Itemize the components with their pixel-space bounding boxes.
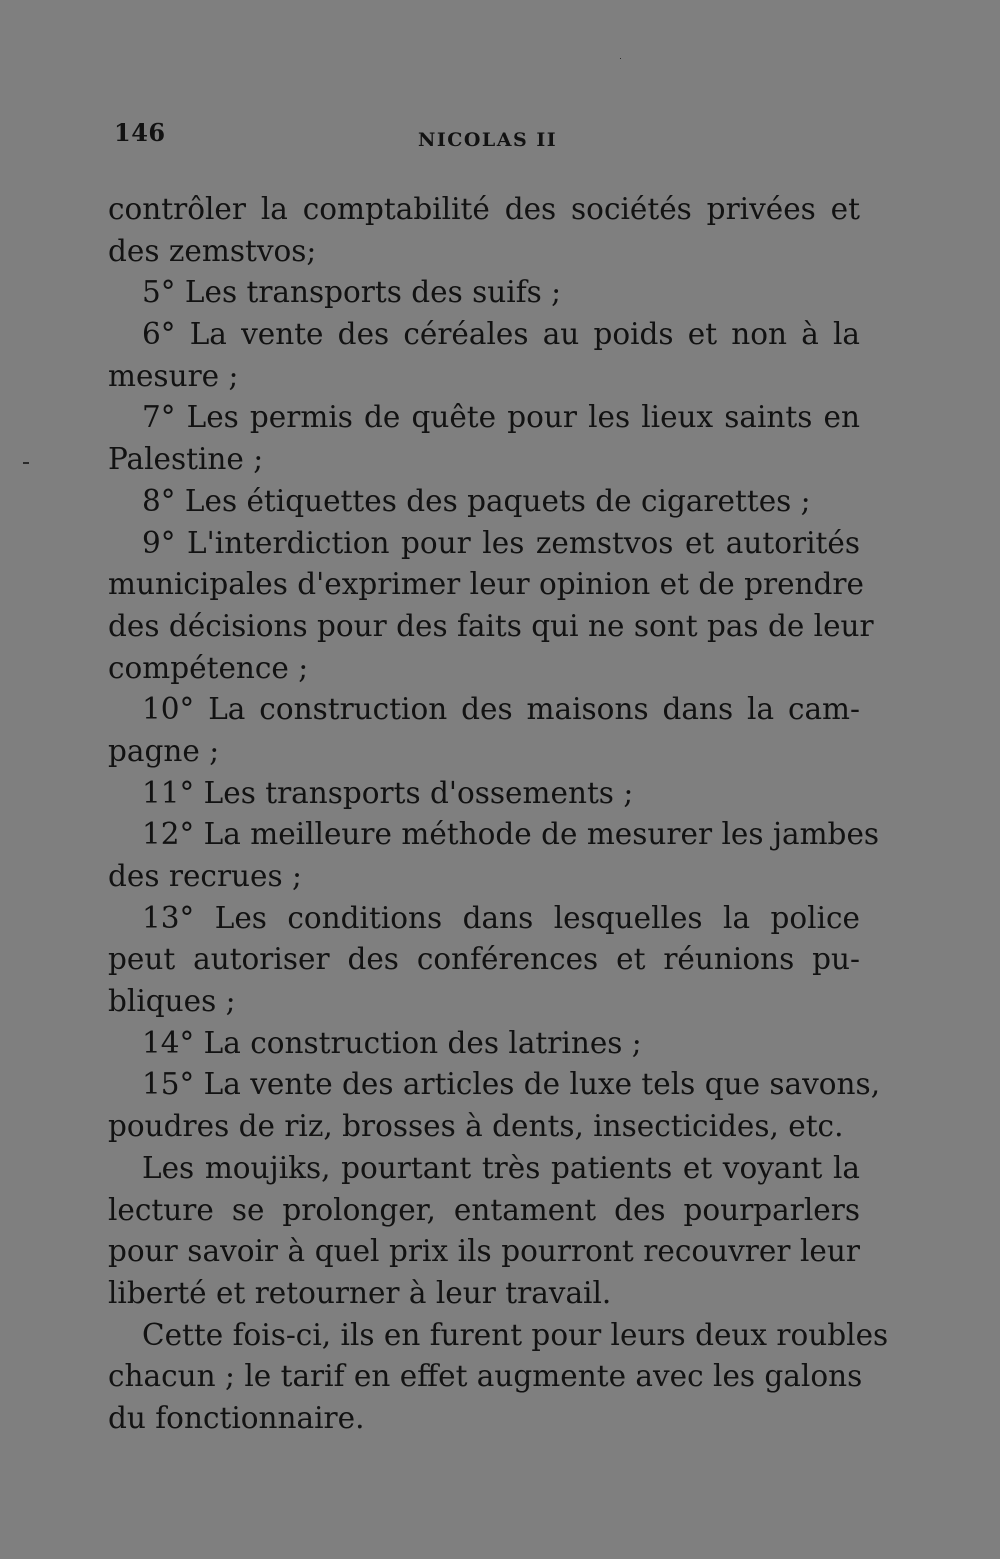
text-line: 12° La meilleure méthode de mesurer les jambes (142, 817, 880, 852)
body-text (108, 189, 889, 1440)
text-line: 13° Les conditions dans lesquelles la police (142, 900, 860, 935)
text-line: chacun ; le tarif en effet augmente avec les galons (108, 1359, 863, 1394)
text-line: 8° Les étiquettes des paquets de cigarettes ; (142, 483, 811, 518)
text-line: Palestine ; (108, 442, 264, 477)
text-line: des zemstvos; (108, 233, 317, 268)
text-line: 9° L'interdiction pour les zemstvos et autorités (142, 525, 860, 560)
text-line: contrôler la comptabilité des sociétés privées et (108, 192, 860, 226)
text-line: peut autoriser des conférences et réunions pu- (108, 942, 860, 977)
text-line: liberté et retourner à leur travail. (108, 1275, 612, 1310)
text-line: Les moujiks, pourtant très patients et voyant la (142, 1150, 860, 1185)
text-line: poudres de riz, brosses à dents, insecticides, etc. (108, 1109, 844, 1144)
text-line: 15° La vente des articles de luxe tels que savons, (142, 1067, 881, 1102)
text-line: 14° La construction des latrines ; (142, 1025, 642, 1060)
text-line: des décisions pour des faits qui ne sont pas de leur (108, 608, 874, 643)
page-number: 146 (114, 118, 166, 147)
text-line: pour savoir à quel prix ils pourront recouvrer leur (108, 1234, 860, 1269)
text-line: 6° La vente des céréales au poids et non à la (142, 317, 860, 352)
margin-mark (23, 462, 29, 464)
text-line: compétence ; (108, 650, 309, 685)
text-line: pagne ; (108, 733, 220, 768)
text-line: bliques ; (108, 984, 236, 1019)
text-line: mesure ; (108, 358, 239, 393)
text-line: 10° La construction des maisons dans la cam- (142, 692, 860, 727)
text-line: des recrues ; (108, 859, 302, 893)
running-title: NICOLAS II (418, 129, 558, 151)
text-line: 11° Les transports d'ossements ; (142, 775, 634, 810)
text-line: Cette fois-ci, ils en furent pour leurs deux roubles (142, 1317, 889, 1352)
text-line: municipales d'exprimer leur opinion et de prendre (108, 567, 864, 602)
text-line: 5° Les transports des suifs ; (142, 275, 562, 310)
text-line: 7° Les permis de quête pour les lieux saints en (142, 400, 860, 435)
text-line: lecture se prolonger, entament des pourparlers (108, 1192, 860, 1227)
scan-speck (620, 58, 621, 59)
text-line: du fonctionnaire. (108, 1400, 365, 1435)
